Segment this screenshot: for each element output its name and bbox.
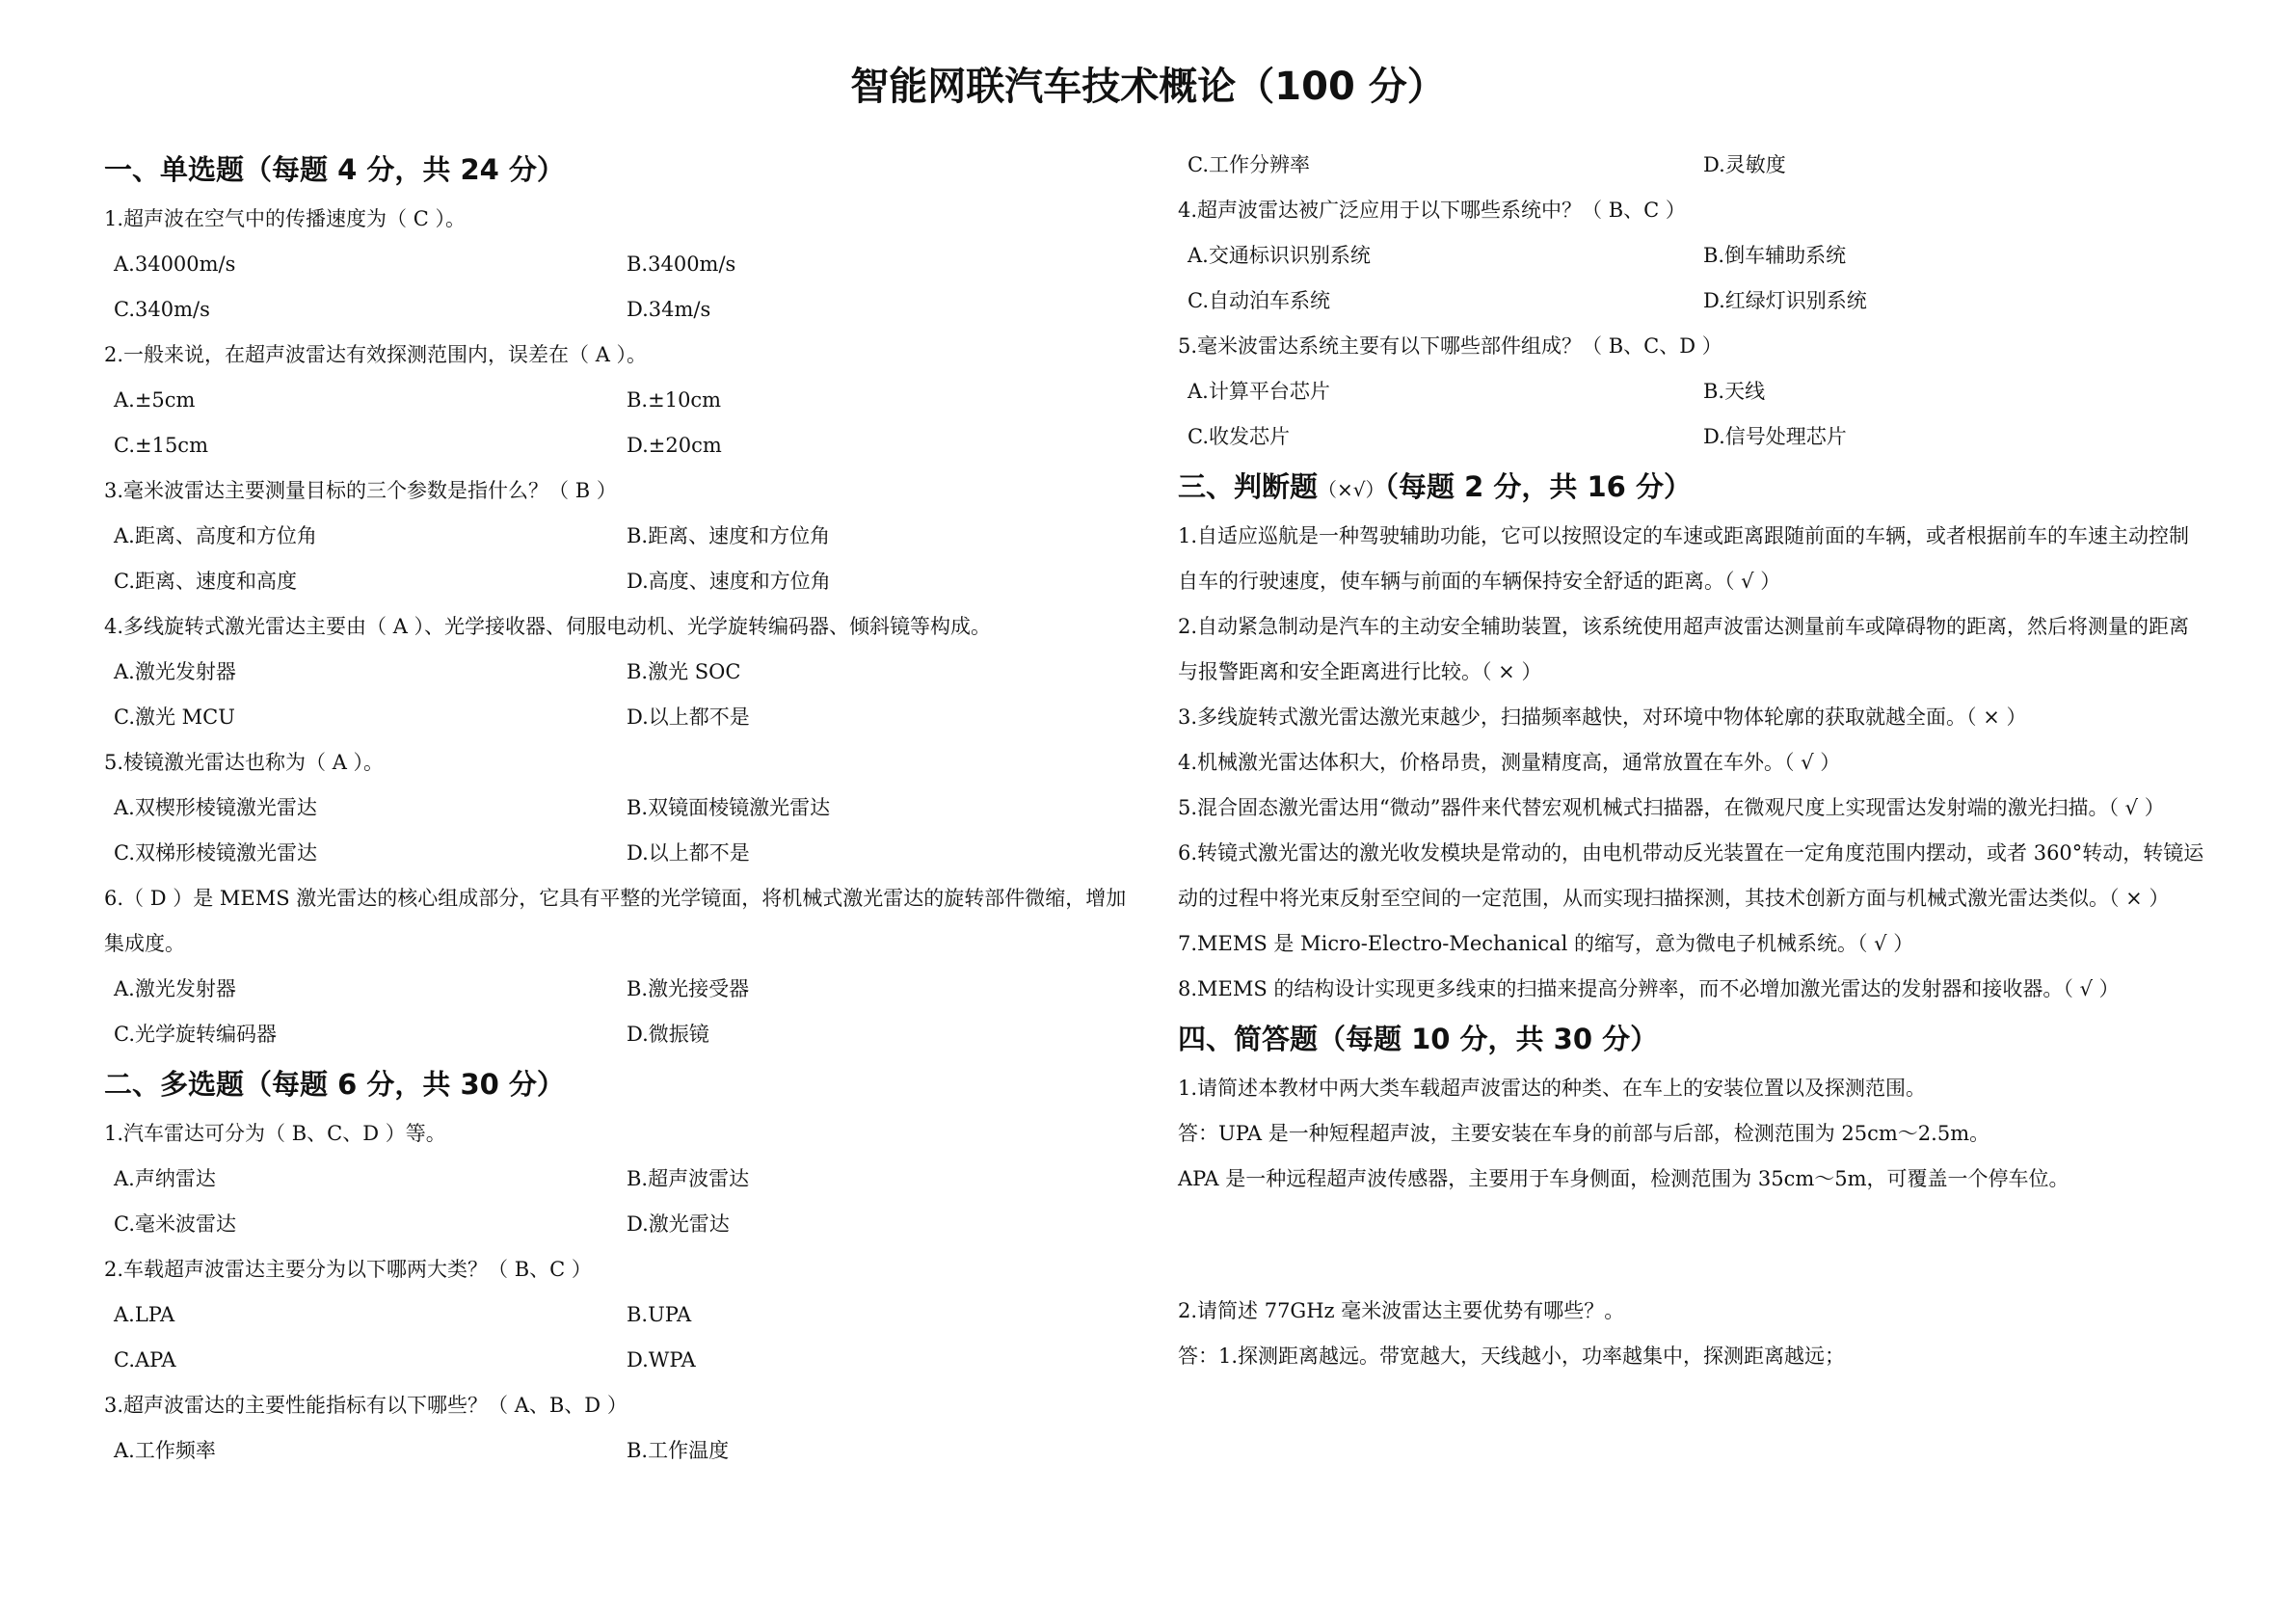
option: C.光学旋转编码器 bbox=[114, 1023, 277, 1046]
question: 4.超声波雷达被广泛应用于以下哪些系统中？（ B、C ） bbox=[1178, 199, 1686, 222]
option: A.距离、高度和方位角 bbox=[114, 524, 317, 547]
option-row bbox=[1178, 233, 2209, 279]
page-title: 智能网联汽车技术概论（100 分） bbox=[850, 65, 1446, 109]
option-row bbox=[104, 650, 1145, 695]
judgement-item: 3.多线旋转式激光雷达激光束越少，扫描频率越快，对环境中物体轮廓的获取就越全面。（ × ） bbox=[1178, 706, 2027, 729]
answer-line: APA 是一种远程超声波传感器，主要用于车身侧面，检测范围为 35cm～5m，可覆盖一个停车位。 bbox=[1178, 1167, 2069, 1190]
option: A.LPA bbox=[114, 1303, 175, 1326]
option-row bbox=[104, 695, 1145, 740]
question: 5.毫米波雷达系统主要有以下哪些部件组成？（ B、C、D ） bbox=[1178, 334, 1722, 358]
option-row bbox=[1178, 279, 2209, 324]
option-row bbox=[104, 831, 1145, 876]
question: 2.请简述 77GHz 毫米波雷达主要优势有哪些？。 bbox=[1178, 1299, 1625, 1322]
question: 6.（ D ）是 MEMS 激光雷达的核心组成部分，它具有平整的光学镜面，将机械式激光雷达的旋转部件微缩，增加集成度。 bbox=[104, 887, 1127, 955]
option-row bbox=[1178, 369, 2209, 414]
option-row bbox=[104, 1292, 1145, 1338]
option: D.信号处理芯片 bbox=[1703, 425, 1847, 448]
option: B.激光 SOC bbox=[627, 660, 741, 683]
option: A.激光发射器 bbox=[114, 977, 236, 1000]
judgement-item: 8.MEMS 的结构设计实现更多线束的扫描来提高分辨率，而不必增加激光雷达的发射器和接收器。（ √ ） bbox=[1178, 977, 2120, 1000]
option: A.声纳雷达 bbox=[114, 1167, 216, 1190]
option: C.距离、速度和高度 bbox=[114, 570, 297, 593]
option-row bbox=[104, 967, 1145, 1012]
option: A.工作频率 bbox=[114, 1439, 216, 1462]
option: B.距离、速度和方位角 bbox=[627, 524, 831, 547]
option-row bbox=[104, 785, 1145, 831]
option-row bbox=[104, 559, 1145, 604]
option: C.收发芯片 bbox=[1188, 425, 1290, 448]
option: B.激光接受器 bbox=[627, 977, 750, 1000]
option: C.工作分辨率 bbox=[1188, 153, 1310, 176]
question: 4.多线旋转式激光雷达主要由（ A ）、光学接收器、伺服电动机、光学旋转编码器、倾斜镜等构成。 bbox=[104, 615, 992, 638]
option: C.自动泊车系统 bbox=[1188, 289, 1330, 312]
option: D.±20cm bbox=[627, 434, 722, 457]
section-heading-short-answer: 四、简答题（每题 10 分，共 30 分） bbox=[1178, 1023, 1659, 1055]
option-row bbox=[104, 1012, 1145, 1057]
option-row bbox=[104, 1157, 1145, 1202]
option: C.APA bbox=[114, 1348, 176, 1371]
option: A.±5cm bbox=[114, 388, 196, 412]
answer-line: 答：UPA 是一种短程超声波，主要安装在车身的前部与后部，检测范围为 25cm～2.5m。 bbox=[1178, 1122, 1990, 1145]
option-row bbox=[1178, 143, 2209, 188]
question: 1.超声波在空气中的传播速度为（ C ）。 bbox=[104, 207, 466, 230]
option: D.WPA bbox=[627, 1348, 696, 1371]
option: C.双梯形棱镜激光雷达 bbox=[114, 841, 317, 865]
heading-part: （每题 2 分，共 16 分） bbox=[1384, 470, 1692, 503]
option-row bbox=[104, 1202, 1145, 1247]
option-row bbox=[1178, 414, 2209, 460]
judgement-item: 4.机械激光雷达体积大，价格昂贵，测量精度高，通常放置在车外。（ √ ） bbox=[1178, 751, 1841, 774]
question: 1.请简述本教材中两大类车载超声波雷达的种类、在车上的安装位置以及探测范围。 bbox=[1178, 1077, 1927, 1100]
option: B.超声波雷达 bbox=[627, 1167, 750, 1190]
answer-line: 答：1.探测距离越远。带宽越大，天线越小，功率越集中，探测距离越远； bbox=[1178, 1344, 1846, 1368]
question: 2.车载超声波雷达主要分为以下哪两大类？（ B、C ） bbox=[104, 1258, 592, 1281]
option: B.倒车辅助系统 bbox=[1703, 244, 1847, 267]
option: A.激光发射器 bbox=[114, 660, 236, 683]
judgement-item: 2.自动紧急制动是汽车的主动安全辅助装置，该系统使用超声波雷达测量前车或障碍物的距离，然后将测量的距离与报警距离和安全距离进行比较。（ × ） bbox=[1178, 615, 2190, 683]
option-row bbox=[104, 514, 1145, 559]
heading-part: 三、判断题 bbox=[1178, 470, 1319, 503]
option: D.34m/s bbox=[627, 298, 711, 321]
option: C.340m/s bbox=[114, 298, 210, 321]
question: 3.超声波雷达的主要性能指标有以下哪些？（ A、B、D ） bbox=[104, 1394, 627, 1417]
option-row bbox=[104, 378, 1145, 423]
option-row bbox=[104, 1338, 1145, 1383]
option: D.灵敏度 bbox=[1703, 153, 1786, 176]
section-heading-single-choice: 一、单选题（每题 4 分，共 24 分） bbox=[104, 153, 565, 186]
option-row bbox=[104, 242, 1145, 287]
option: A.双楔形棱镜激光雷达 bbox=[114, 796, 317, 819]
right-column bbox=[1178, 143, 2209, 1379]
option: C.激光 MCU bbox=[114, 706, 235, 729]
option: D.高度、速度和方位角 bbox=[627, 570, 831, 593]
section-heading-multi-choice: 二、多选题（每题 6 分，共 30 分） bbox=[104, 1068, 565, 1101]
option: C.毫米波雷达 bbox=[114, 1212, 236, 1236]
option-row bbox=[104, 287, 1145, 333]
option: C.±15cm bbox=[114, 434, 208, 457]
question: 2.一般来说，在超声波雷达有效探测范围内，误差在（ A ）。 bbox=[104, 343, 648, 366]
option: D.以上都不是 bbox=[627, 841, 750, 865]
option: B.双镜面棱镜激光雷达 bbox=[627, 796, 831, 819]
section-heading-true-false bbox=[1178, 460, 2209, 514]
option: A.交通标识识别系统 bbox=[1188, 244, 1371, 267]
answer-space bbox=[1178, 1202, 2209, 1289]
option: B.UPA bbox=[627, 1303, 692, 1326]
option-row bbox=[104, 1428, 1145, 1474]
left-column bbox=[104, 143, 1145, 1474]
option: D.微振镜 bbox=[627, 1023, 709, 1046]
option: B.天线 bbox=[1703, 380, 1766, 403]
judgement-item: 6.转镜式激光雷达的激光收发模块是常动的，由电机带动反光装置在一定角度范围内摆动，或者 360°转动，转镜运动的过程中将光束反射至空间的一定范围，从而实现扫描探测，其技术创新方面与机械式激光雷达类似。（ × ） bbox=[1178, 841, 2204, 910]
judgement-item: 1.自适应巡航是一种驾驶辅助功能，它可以按照设定的车速或距离跟随前面的车辆，或者根据前车的车速主动控制自车的行驶速度，使车辆与前面的车辆保持安全舒适的距离。（ √ ） bbox=[1178, 524, 2190, 593]
option: B.±10cm bbox=[627, 388, 722, 412]
option: A.34000m/s bbox=[114, 253, 236, 276]
judgement-item: 5.混合固态激光雷达用“微动”器件来代替宏观机械式扫描器，在微观尺度上实现雷达发射端的激光扫描。（ √ ） bbox=[1178, 796, 2165, 819]
judgement-item: 7.MEMS 是 Micro-Electro-Mechanical 的缩写，意为微电子机械系统。（ √ ） bbox=[1178, 932, 1914, 955]
option: D.激光雷达 bbox=[627, 1212, 730, 1236]
option: A.计算平台芯片 bbox=[1188, 380, 1330, 403]
option: B.3400m/s bbox=[627, 253, 736, 276]
question: 1.汽车雷达可分为（ B、C、D ）等。 bbox=[104, 1122, 446, 1145]
heading-marks: （×√） bbox=[1318, 478, 1385, 501]
option: D.以上都不是 bbox=[627, 706, 750, 729]
option: B.工作温度 bbox=[627, 1439, 730, 1462]
question: 3.毫米波雷达主要测量目标的三个参数是指什么？（ B ） bbox=[104, 479, 617, 502]
option: D.红绿灯识别系统 bbox=[1703, 289, 1867, 312]
option-row bbox=[104, 423, 1145, 468]
question: 5.棱镜激光雷达也称为（ A ）。 bbox=[104, 751, 385, 774]
